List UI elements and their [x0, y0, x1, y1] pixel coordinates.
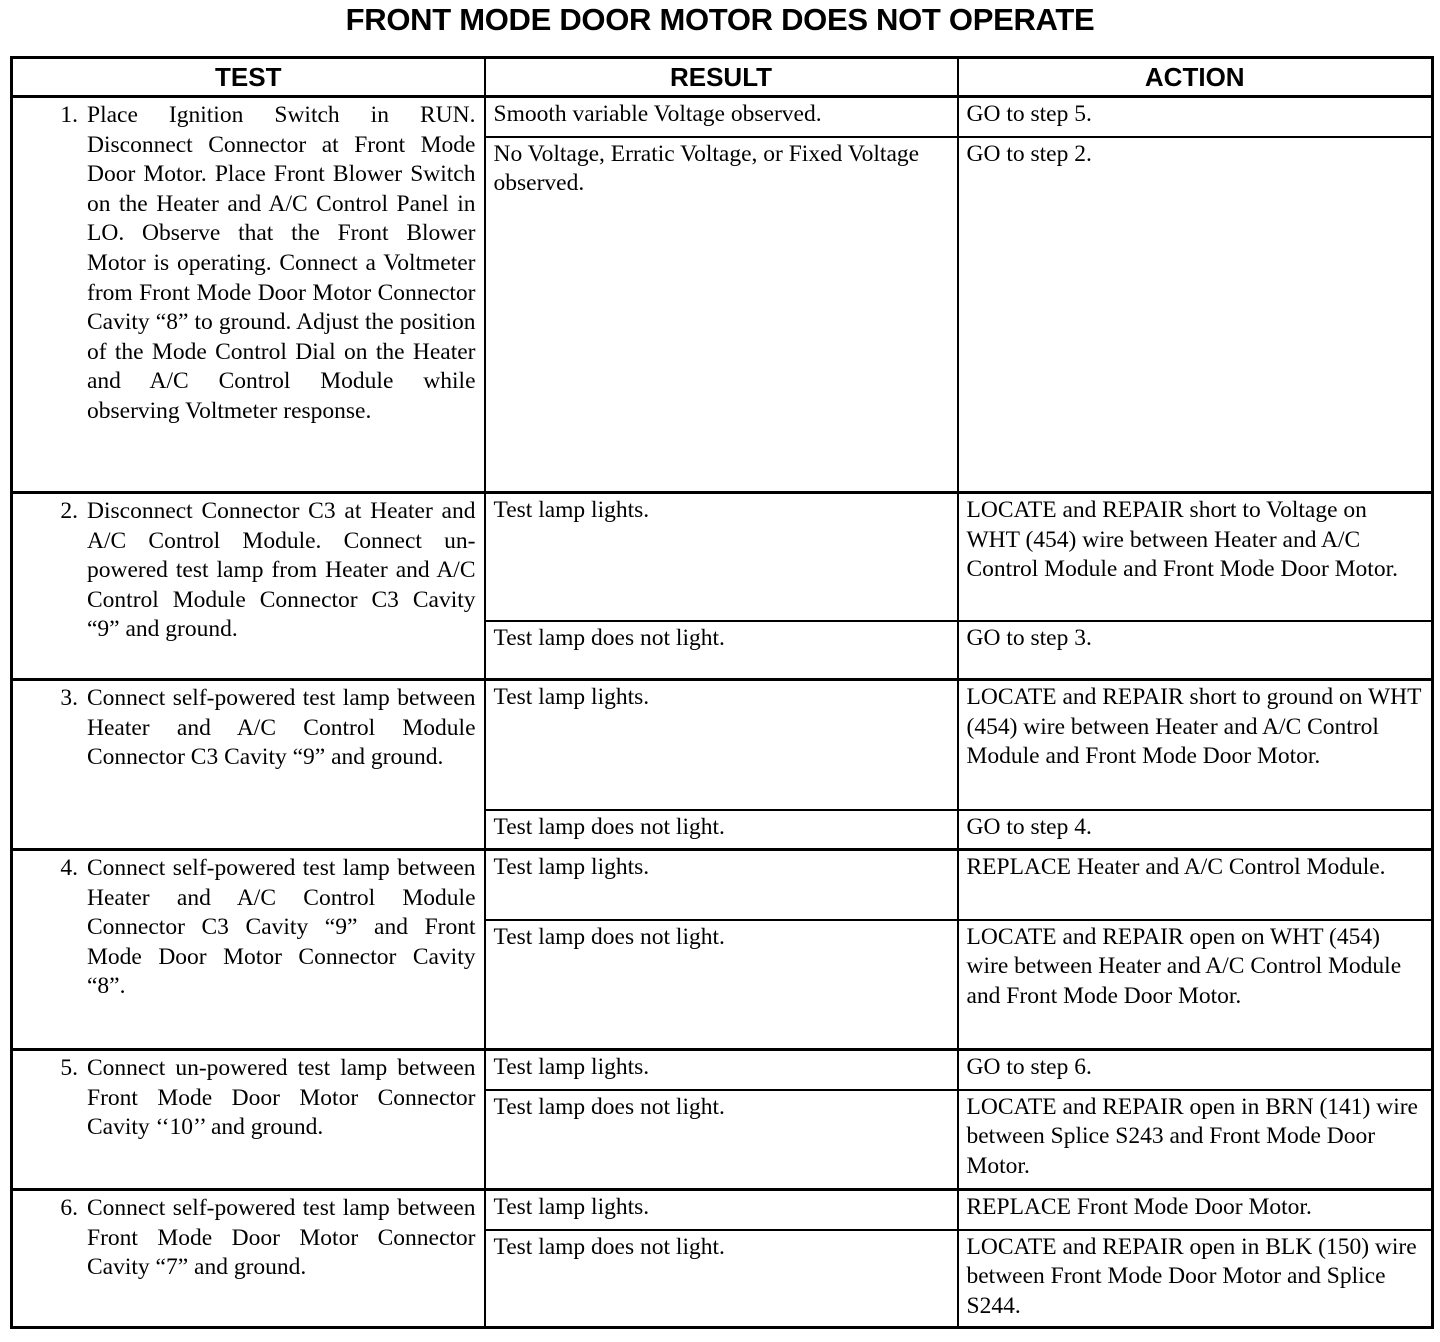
table-row — [12, 850, 1433, 920]
action-cell: GO to step 4. — [958, 810, 1433, 850]
table-row — [12, 493, 1433, 621]
test-text: Connect self-powered test lamp between Heater and A/C Control Module Connector C3 Cavity “9” and ground. — [87, 685, 476, 771]
result-cell: No Voltage, Erratic Voltage, or Fixed Voltage observed. — [485, 137, 958, 493]
test-cell — [12, 1050, 485, 1190]
action-cell: GO to step 6. — [958, 1050, 1433, 1090]
result-cell: Test lamp does not light. — [485, 810, 958, 850]
test-text: Disconnect Connector C3 at Heater and A/C Control Module. Connect un-powered test lamp from Heater and A/C Control Module Connector C3 Cavity “9” and ground. — [87, 498, 476, 643]
test-text: Connect self-powered test lamp between Front Mode Door Motor Connector Cavity “7” and ground. — [87, 1195, 476, 1281]
action-cell: REPLACE Heater and A/C Control Module. — [958, 850, 1433, 920]
test-cell — [12, 850, 485, 1050]
test-cell — [12, 680, 485, 850]
result-cell: Test lamp lights. — [485, 680, 958, 810]
action-cell: GO to step 3. — [958, 621, 1433, 680]
step-number: 3. — [60, 685, 78, 711]
test-cell — [12, 493, 485, 680]
header-action: ACTION — [958, 58, 1433, 97]
header-test: TEST — [12, 58, 485, 97]
result-cell: Test lamp lights. — [485, 1050, 958, 1090]
action-cell: REPLACE Front Mode Door Motor. — [958, 1190, 1433, 1230]
action-cell: LOCATE and REPAIR open on WHT (454) wire between Heater and A/C Control Module and Front Mode Door Motor. — [958, 920, 1433, 1050]
header-result: RESULT — [485, 58, 958, 97]
result-cell: Test lamp does not light. — [485, 621, 958, 680]
test-text: Connect self-powered test lamp between Heater and A/C Control Module Connector C3 Cavity “9” and Front Mode Door Motor Connector Cavity “8”. — [87, 855, 476, 1000]
step-number: 1. — [60, 102, 78, 128]
table-row — [12, 680, 1433, 810]
action-cell: GO to step 5. — [958, 97, 1433, 137]
result-cell: Test lamp does not light. — [485, 1230, 958, 1328]
result-cell: Test lamp does not light. — [485, 920, 958, 1050]
test-text: Connect un-powered test lamp between Front Mode Door Motor Connector Cavity ‘‘10’’ and ground. — [87, 1055, 476, 1141]
step-number: 4. — [60, 855, 78, 881]
action-cell: LOCATE and REPAIR open in BRN (141) wire between Splice S243 and Front Mode Door Motor. — [958, 1090, 1433, 1190]
header-row — [12, 58, 1433, 97]
result-cell: Test lamp lights. — [485, 493, 958, 621]
table-row — [12, 1050, 1433, 1090]
action-cell: LOCATE and REPAIR short to Voltage on WHT (454) wire between Heater and A/C Control Module and Front Mode Door Motor. — [958, 493, 1433, 621]
page-title: FRONT MODE DOOR MOTOR DOES NOT OPERATE — [345, 2, 1095, 37]
step-number: 2. — [60, 498, 78, 524]
table-row — [12, 97, 1433, 137]
result-cell: Test lamp lights. — [485, 850, 958, 920]
action-cell: GO to step 2. — [958, 137, 1433, 493]
step-number: 6. — [60, 1195, 78, 1221]
table-row — [12, 1190, 1433, 1230]
result-cell: Test lamp does not light. — [485, 1090, 958, 1190]
step-number: 5. — [60, 1055, 78, 1081]
test-cell — [12, 97, 485, 493]
action-cell: LOCATE and REPAIR open in BLK (150) wire between Front Mode Door Motor and Splice S244. — [958, 1230, 1433, 1328]
result-cell: Smooth variable Voltage observed. — [485, 97, 958, 137]
diagnostic-table — [10, 56, 1434, 1329]
action-cell: LOCATE and REPAIR short to ground on WHT (454) wire between Heater and A/C Control Module and Front Mode Door Motor. — [958, 680, 1433, 810]
result-cell: Test lamp lights. — [485, 1190, 958, 1230]
test-cell — [12, 1190, 485, 1328]
test-text: Place Ignition Switch in RUN. Disconnect Connector at Front Mode Door Motor. Place Front Blower Switch on the Heater and A/C Control Panel in LO. Observe that the Front Blower Motor is operating. Connect a Voltmeter from Front Mode Door Motor Connector Cavity “8” to ground. Adjust the position of the Mode Control Dial on the Heater and A/C Control Module while observing Voltmeter response. — [87, 102, 476, 424]
